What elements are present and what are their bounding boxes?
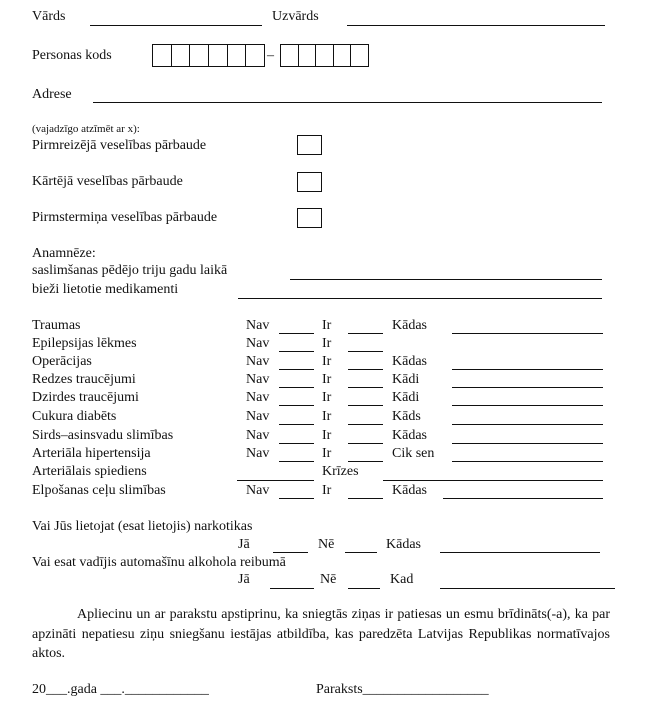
condition-yes-label: Ir xyxy=(322,428,332,443)
crises-label: Krīzes xyxy=(322,464,359,479)
first-name-label: Vārds xyxy=(32,9,66,24)
respiratory-yes-label: Ir xyxy=(322,483,332,498)
respiratory-no-label: Nav xyxy=(246,483,270,498)
condition-yes-field[interactable] xyxy=(348,424,383,425)
blood-pressure-field[interactable] xyxy=(237,480,314,481)
declaration-text: Apliecinu un ar parakstu apstiprinu, ka sniegtās ziņas ir patiesas un esmu brīdināts(-a), ka par apzināti nepatiesu ziņu sniegšanu iestājas atbildība, kas paredzēta Latvijas Republikas normatīvajos aktos. xyxy=(32,607,610,661)
condition-no-label: Nav xyxy=(246,318,270,333)
last-name-field[interactable] xyxy=(347,25,605,26)
alcohol-detail-field[interactable] xyxy=(440,588,615,589)
illnesses-field[interactable] xyxy=(290,279,602,280)
condition-yes-field[interactable] xyxy=(348,461,383,462)
date-field[interactable]: 20___.gada ___.____________ xyxy=(32,682,209,697)
drugs-detail-field[interactable] xyxy=(440,552,600,553)
checkup-regular-checkbox[interactable] xyxy=(297,172,322,192)
condition-yes-label: Ir xyxy=(322,336,332,351)
condition-no-field[interactable] xyxy=(279,443,314,444)
condition-no-label: Nav xyxy=(246,428,270,443)
drugs-no-field[interactable] xyxy=(345,552,377,553)
alcohol-yes-label: Jā xyxy=(238,572,250,587)
signature-field[interactable]: Paraksts__________________ xyxy=(316,682,489,697)
condition-yes-label: Ir xyxy=(322,372,332,387)
condition-label: Dzirdes traucējumi xyxy=(32,390,139,405)
condition-no-label: Nav xyxy=(246,354,270,369)
medications-label: bieži lietotie medikamenti xyxy=(32,282,179,297)
condition-yes-field[interactable] xyxy=(348,443,383,444)
respiratory-detail-field[interactable] xyxy=(443,498,603,499)
personal-code-separator: – xyxy=(267,48,274,63)
condition-detail-label: Kādas xyxy=(392,318,427,333)
condition-label: Traumas xyxy=(32,318,81,333)
condition-no-label: Nav xyxy=(246,409,270,424)
address-label: Adrese xyxy=(32,87,72,102)
condition-label: Cukura diabēts xyxy=(32,409,117,424)
respiratory-no-field[interactable] xyxy=(279,498,314,499)
drugs-yes-label: Jā xyxy=(238,537,250,552)
checkup-regular-label: Kārtējā veselības pārbaude xyxy=(32,174,183,189)
condition-no-field[interactable] xyxy=(279,351,314,352)
condition-detail-field[interactable] xyxy=(452,405,603,406)
illnesses-label: saslimšanas pēdējo triju gadu laikā xyxy=(32,263,228,278)
condition-no-field[interactable] xyxy=(279,424,314,425)
condition-detail-field[interactable] xyxy=(452,461,603,462)
condition-yes-field[interactable] xyxy=(348,351,383,352)
condition-yes-label: Ir xyxy=(322,390,332,405)
personal-code-date-field[interactable] xyxy=(152,44,265,67)
condition-detail-label: Kādi xyxy=(392,372,420,387)
condition-yes-field[interactable] xyxy=(348,333,383,334)
alcohol-question: Vai esat vadījis automašīnu alkohola reibumā xyxy=(32,555,286,570)
condition-no-field[interactable] xyxy=(279,461,314,462)
condition-detail-label: Cik sen xyxy=(392,446,435,461)
condition-no-label: Nav xyxy=(246,446,270,461)
condition-detail-label: Kādi xyxy=(392,390,420,405)
condition-yes-label: Ir xyxy=(322,446,332,461)
alcohol-yes-field[interactable] xyxy=(270,588,314,589)
condition-detail-label: Kāds xyxy=(392,409,421,424)
alcohol-detail-label: Kad xyxy=(390,572,414,587)
drugs-no-label: Nē xyxy=(318,537,335,552)
checkup-early-label: Pirmstermiņa veselības pārbaude xyxy=(32,210,218,225)
checkup-initial-label: Pirmreizējā veselības pārbaude xyxy=(32,138,207,153)
condition-no-label: Nav xyxy=(246,372,270,387)
last-name-label: Uzvārds xyxy=(272,9,319,24)
anamnesis-title: Anamnēze: xyxy=(32,246,96,261)
condition-no-field[interactable] xyxy=(279,369,314,370)
alcohol-no-label: Nē xyxy=(320,572,337,587)
condition-yes-field[interactable] xyxy=(348,369,383,370)
checkup-initial-checkbox[interactable] xyxy=(297,135,322,155)
condition-yes-label: Ir xyxy=(322,409,332,424)
blood-pressure-label: Arteriālais spiediens xyxy=(32,464,147,479)
medications-field[interactable] xyxy=(238,298,602,299)
condition-yes-field[interactable] xyxy=(348,387,383,388)
condition-label: Redzes traucējumi xyxy=(32,372,136,387)
condition-detail-field[interactable] xyxy=(452,424,603,425)
personal-code-number-field[interactable] xyxy=(280,44,369,67)
drugs-yes-field[interactable] xyxy=(273,552,308,553)
respiratory-yes-field[interactable] xyxy=(348,498,383,499)
crises-field[interactable] xyxy=(383,480,603,481)
drugs-question: Vai Jūs lietojat (esat lietojis) narkotikas xyxy=(32,519,253,534)
condition-label: Arteriāla hipertensija xyxy=(32,446,151,461)
alcohol-no-field[interactable] xyxy=(348,588,380,589)
condition-label: Epilepsijas lēkmes xyxy=(32,336,137,351)
condition-no-field[interactable] xyxy=(279,333,314,334)
address-field[interactable] xyxy=(93,102,602,103)
condition-no-label: Nav xyxy=(246,336,270,351)
checkup-hint: (vajadzīgo atzīmēt ar x): xyxy=(32,123,140,135)
condition-label: Sirds–asinsvadu slimības xyxy=(32,428,174,443)
respiratory-label: Elpošanas ceļu slimības xyxy=(32,483,166,498)
condition-detail-field[interactable] xyxy=(452,333,603,334)
condition-label: Operācijas xyxy=(32,354,92,369)
condition-detail-field[interactable] xyxy=(452,387,603,388)
first-name-field[interactable] xyxy=(90,25,262,26)
condition-detail-label: Kādas xyxy=(392,428,427,443)
checkup-early-checkbox[interactable] xyxy=(297,208,322,228)
condition-no-field[interactable] xyxy=(279,387,314,388)
condition-yes-field[interactable] xyxy=(348,405,383,406)
respiratory-detail-label: Kādas xyxy=(392,483,427,498)
condition-no-field[interactable] xyxy=(279,405,314,406)
condition-yes-label: Ir xyxy=(322,354,332,369)
personal-code-label: Personas kods xyxy=(32,48,112,63)
condition-detail-label: Kādas xyxy=(392,354,427,369)
condition-detail-field[interactable] xyxy=(452,443,603,444)
condition-no-label: Nav xyxy=(246,390,270,405)
condition-yes-label: Ir xyxy=(322,318,332,333)
condition-detail-field[interactable] xyxy=(452,369,603,370)
drugs-detail-label: Kādas xyxy=(386,537,421,552)
